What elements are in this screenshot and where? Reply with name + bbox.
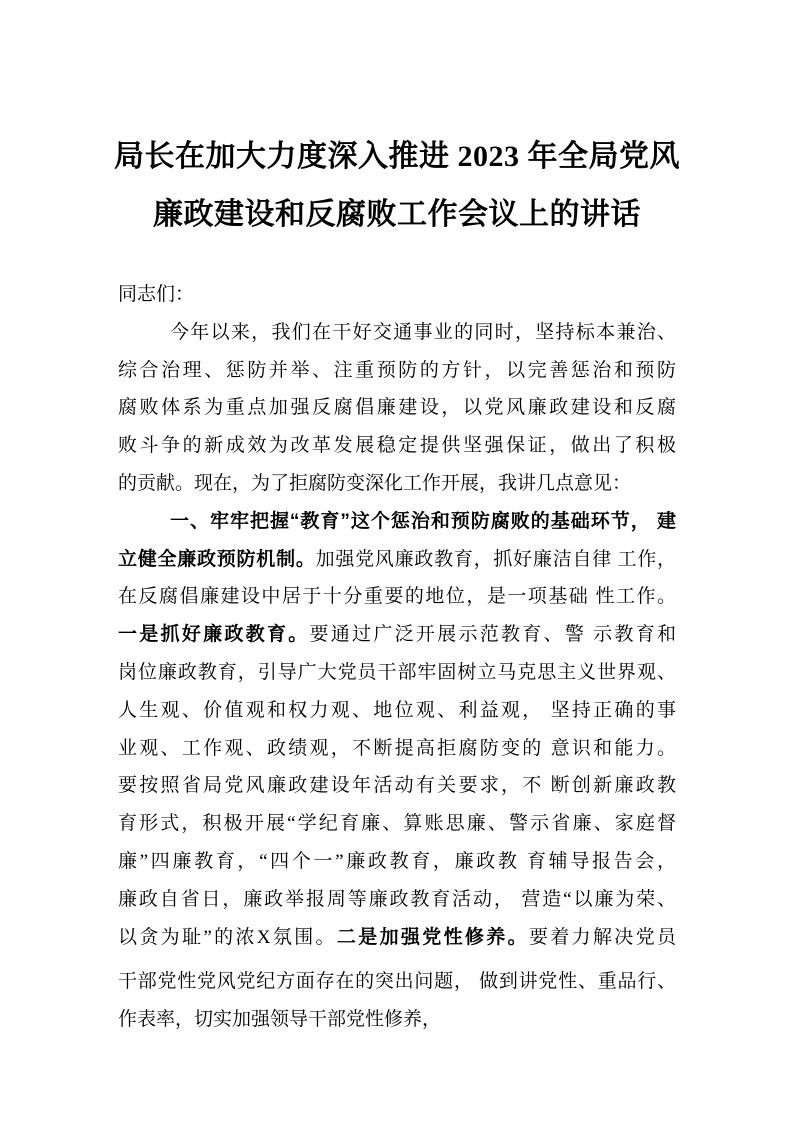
text-line: 腐败体系为重点加强反腐倡廉建设，以党风廉政建设和反腐 [118,397,676,419]
text-line: 廉”四廉教育，“四个一”廉政教育，廉政教 育辅导报告会， [118,850,676,872]
text-run: 要通过广泛开展示范教育、警 示教育和 [309,624,676,646]
text-line: 岗位廉政教育，引导广大党员干部牢固树立马克思主义世界观、 [118,661,676,683]
document-body [118,276,676,1039]
title-line-2: 廉政建设和反腐败工作会议上的讲话 [153,198,641,231]
text-line: 要按照省局党风廉政建设年活动有关要求，不 断创新廉政教 [118,775,676,797]
text-line: 的贡献。现在，为了拒腐防变深化工作开展，我讲几点意见： [118,472,632,494]
section-heading-run: 二是加强党性修养。 [336,926,529,948]
text-line: 人生观、价值观和权力观、地位观、利益观， 坚持正确的事 [118,699,676,721]
text-line: 今年以来，我们在干好交通事业的同时，坚持标本兼治、 [170,321,676,343]
text-run: 以贪为耻”的浓X氛围。 [118,926,337,948]
text-line: 作表率，切实加强领导干部党性修养， [118,1009,442,1031]
title-line-1: 局长在加大力度深入推进 2023 年全局党风 [114,140,680,173]
text-line [118,541,676,579]
text-line: 在反腐倡廉建设中居于十分重要的地位，是一项基础 性工作。 [118,586,676,608]
section-heading-run: 一是抓好廉政教育。 [118,624,310,646]
text-line: 业观、工作观、政绩观，不断提高拒腐防变的 意识和能力。 [118,737,676,759]
section-heading-run: 立健全廉政预防机制。 [118,548,316,570]
text-line [118,919,676,957]
text-line: 综合治理、惩防并举、注重预防的方针，以完善惩治和预防 [118,359,676,381]
text-line: 败斗争的新成效为改革发展稳定提供坚强保证，做出了积极 [118,435,676,457]
text-line: 同志们： [118,284,195,305]
document-title [0,128,794,244]
text-run: 要着力解决党员 [528,926,676,948]
text-line [118,616,676,654]
text-line: 廉政自省日，廉政举报周等廉政教育活动， 营造“以廉为荣、 [118,888,676,910]
section-heading-line: 一、牢牢把握“教育”这个惩治和预防腐败的基础环节， 建 [170,510,676,532]
text-line: 干部党性党风党纪方面存在的突出问题， 做到讲党性、重品行、 [118,971,676,993]
text-run: 加强党风廉政教育，抓好廉洁自律 工作， [315,548,676,570]
text-line: 育形式，积极开展“学纪育廉、算账思廉、警示省廉、家庭督 [118,813,676,835]
